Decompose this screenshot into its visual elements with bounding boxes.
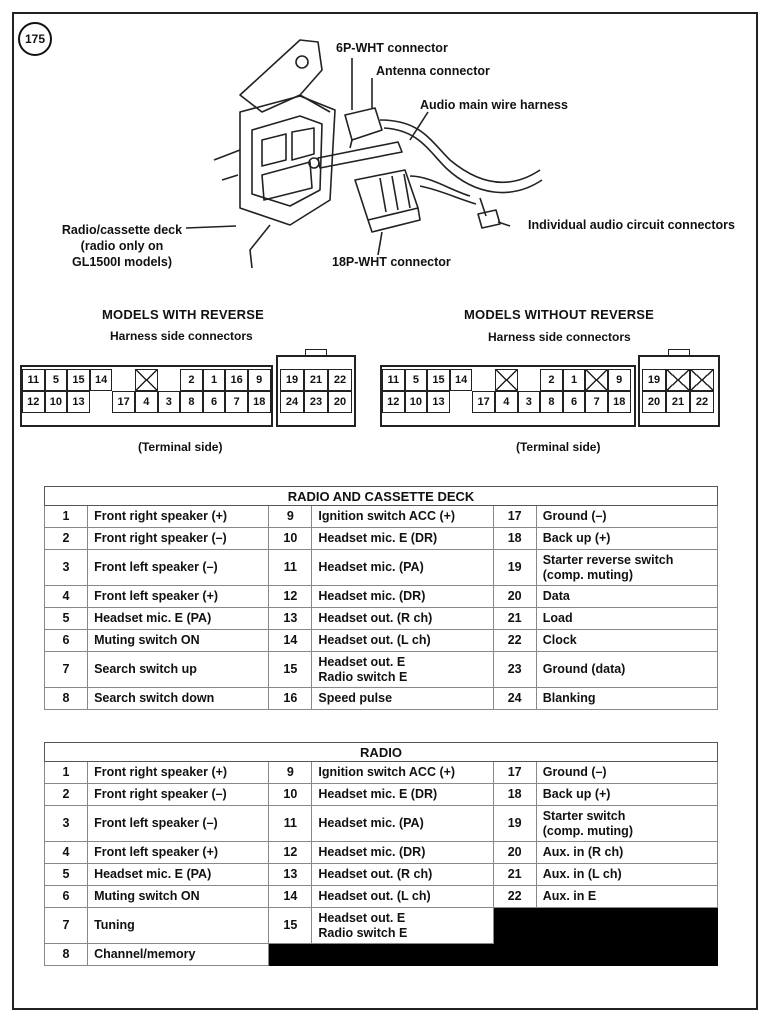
deck-table-pin-description: Back up (+) (536, 528, 717, 550)
with-reverse-main-pin: 17 (112, 391, 135, 413)
deck-table-pin-description: Ignition switch ACC (+) (312, 506, 493, 528)
radio-table-pin-description: Headset mic. (DR) (312, 842, 493, 864)
with-reverse-main-pin: 13 (67, 391, 90, 413)
radio-table-pin-number: 11 (269, 806, 312, 842)
deck-table-row (45, 550, 718, 586)
callout-deck-line-1: Radio/cassette deck (61, 223, 183, 237)
deck-table-pin-description: Front left speaker (–) (88, 550, 269, 586)
radio-table-pin-description: Tuning (88, 908, 269, 944)
with-reverse-subtitle: Harness side connectors (110, 329, 253, 343)
with-reverse-main-pin: 3 (158, 391, 181, 413)
deck-table-pin-description: Front right speaker (+) (88, 506, 269, 528)
deck-table-pin-number: 23 (493, 652, 536, 688)
radio-table-blacked-cell (493, 944, 536, 966)
deck-table-pin-number: 22 (493, 630, 536, 652)
with-reverse-main-pin: 5 (45, 369, 68, 391)
callout-deck-line-3: GL1500I models) (71, 255, 173, 269)
deck-table-pin-number: 11 (269, 550, 312, 586)
deck-table-pin-description: Headset out. E Radio switch E (312, 652, 493, 688)
deck-table-pin-description: Front left speaker (+) (88, 586, 269, 608)
with-reverse-main-pin: 4 (135, 391, 158, 413)
with-reverse-small-pin: 20 (328, 391, 352, 413)
deck-table-pin-number: 15 (269, 652, 312, 688)
without-reverse-main-pin: 7 (585, 391, 608, 413)
without-reverse-main-pins (382, 369, 631, 413)
deck-table-pin-description: Search switch up (88, 652, 269, 688)
with-reverse-main-pin: 16 (225, 369, 248, 391)
deck-table-pin-number: 7 (45, 652, 88, 688)
radio-table-pin-description: Headset out. (R ch) (312, 864, 493, 886)
without-reverse-main-pin: 10 (405, 391, 428, 413)
radio-table-pin-number: 19 (493, 806, 536, 842)
without-reverse-main-pin: 4 (495, 391, 518, 413)
deck-table-pin-number: 4 (45, 586, 88, 608)
with-reverse-main-pin: 11 (22, 369, 45, 391)
without-reverse-main-pin: 11 (382, 369, 405, 391)
without-reverse-terminal-side: (Terminal side) (516, 440, 601, 454)
without-reverse-small-pins (642, 369, 714, 413)
deck-table-row (45, 506, 718, 528)
deck-table-pin-description: Ground (data) (536, 652, 717, 688)
radio-table-pin-description: Headset mic. (PA) (312, 806, 493, 842)
callout-radio-cassette-deck (60, 222, 184, 270)
deck-table-pin-description: Clock (536, 630, 717, 652)
radio-table-pin-description: Front left speaker (–) (88, 806, 269, 842)
radio-table-pin-description: Front right speaker (+) (88, 762, 269, 784)
without-reverse-small-pin: 20 (642, 391, 666, 413)
radio-table-blacked-cell (536, 944, 717, 966)
deck-table-pin-description: Headset mic. E (PA) (88, 608, 269, 630)
with-reverse-main-pin: 6 (203, 391, 226, 413)
deck-table-pin-number: 3 (45, 550, 88, 586)
without-reverse-title: MODELS WITHOUT REVERSE (464, 307, 655, 322)
without-reverse-main-pin: 8 (540, 391, 563, 413)
deck-table-pin-description: Speed pulse (312, 688, 493, 710)
radio-table-pin-description: Starter switch (comp. muting) (536, 806, 717, 842)
radio-table-title: RADIO (45, 743, 718, 762)
with-reverse-main-pin: 9 (248, 369, 271, 391)
radio-table-pin-description: Ignition switch ACC (+) (312, 762, 493, 784)
callout-6p-connector: 6P-WHT connector (336, 41, 448, 55)
deck-table-pin-description: Headset out. (R ch) (312, 608, 493, 630)
without-reverse-main-pin: 12 (382, 391, 405, 413)
radio-table-row (45, 908, 718, 944)
callout-individual-connectors: Individual audio circuit connectors (528, 218, 735, 232)
deck-table-row (45, 630, 718, 652)
radio-table-pin-number: 18 (493, 784, 536, 806)
deck-table-pin-description: Ground (–) (536, 506, 717, 528)
radio-table-pin-description: Channel/memory (88, 944, 269, 966)
with-reverse-main-pin: 8 (180, 391, 203, 413)
without-reverse-main-pin: 2 (540, 369, 563, 391)
radio-table-pin-number: 2 (45, 784, 88, 806)
without-reverse-main-no-pin (450, 391, 473, 413)
deck-table-pin-number: 6 (45, 630, 88, 652)
deck-table-pin-description: Load (536, 608, 717, 630)
radio-table-pin-number: 7 (45, 908, 88, 944)
without-reverse-main-blanked-pin (585, 369, 608, 391)
deck-table-title: RADIO AND CASSETTE DECK (45, 487, 718, 506)
radio-table-pin-number: 13 (269, 864, 312, 886)
deck-table-row (45, 586, 718, 608)
radio-table (44, 742, 718, 966)
radio-table-pin-number: 5 (45, 864, 88, 886)
radio-table-pin-number: 17 (493, 762, 536, 784)
with-reverse-main-pin: 2 (180, 369, 203, 391)
radio-table-pin-number: 21 (493, 864, 536, 886)
with-reverse-main-pin: 7 (225, 391, 248, 413)
without-reverse-small-blanked-pin (666, 369, 690, 391)
radio-table-row (45, 886, 718, 908)
radio-cassette-deck-table (44, 486, 718, 710)
radio-table-row (45, 944, 718, 966)
deck-table-pin-description: Blanking (536, 688, 717, 710)
deck-table-pin-description: Headset out. (L ch) (312, 630, 493, 652)
radio-table-pin-number: 15 (269, 908, 312, 944)
radio-table-pin-number: 9 (269, 762, 312, 784)
with-reverse-small-pin: 24 (280, 391, 304, 413)
radio-table-row (45, 842, 718, 864)
with-reverse-main-pin: 1 (203, 369, 226, 391)
radio-table-blacked-cell (312, 944, 493, 966)
radio-table-row (45, 806, 718, 842)
radio-table-row (45, 784, 718, 806)
without-reverse-main-pin: 14 (450, 369, 473, 391)
with-reverse-main-pin: 14 (90, 369, 113, 391)
radio-table-row (45, 864, 718, 886)
deck-table-row (45, 652, 718, 688)
without-reverse-subtitle: Harness side connectors (488, 330, 631, 344)
radio-table-pin-description: Aux. in (R ch) (536, 842, 717, 864)
callout-antenna-connector: Antenna connector (376, 64, 490, 78)
without-reverse-main-pin: 18 (608, 391, 631, 413)
deck-table-pin-number: 20 (493, 586, 536, 608)
radio-table-pin-number: 20 (493, 842, 536, 864)
with-reverse-main-pin: 18 (248, 391, 271, 413)
radio-table-pin-description: Front left speaker (+) (88, 842, 269, 864)
radio-table-row (45, 762, 718, 784)
with-reverse-main-no-pin (158, 369, 181, 391)
without-reverse-main-pin: 17 (472, 391, 495, 413)
with-reverse-small-pins (280, 369, 352, 413)
deck-table-pin-description: Data (536, 586, 717, 608)
without-reverse-small-pin: 22 (690, 391, 714, 413)
deck-table-pin-number: 17 (493, 506, 536, 528)
without-reverse-small-pin: 21 (666, 391, 690, 413)
radio-table-pin-description: Front right speaker (–) (88, 784, 269, 806)
with-reverse-terminal-side: (Terminal side) (138, 440, 223, 454)
with-reverse-main-pins (22, 369, 271, 413)
figure-number: 175 (18, 22, 52, 56)
deck-table-pin-number: 19 (493, 550, 536, 586)
deck-table-pin-number: 2 (45, 528, 88, 550)
radio-table-pin-number: 14 (269, 886, 312, 908)
with-reverse-main-pin: 10 (45, 391, 68, 413)
radio-table-blacked-cell (493, 908, 536, 944)
radio-table-pin-description: Muting switch ON (88, 886, 269, 908)
with-reverse-main-no-pin (112, 369, 135, 391)
without-reverse-small-pin: 19 (642, 369, 666, 391)
without-reverse-main-no-pin (472, 369, 495, 391)
callout-deck-line-2: (radio only on (80, 239, 164, 253)
without-reverse-main-pin: 9 (608, 369, 631, 391)
deck-table-row (45, 608, 718, 630)
without-reverse-main-pin: 6 (563, 391, 586, 413)
deck-table-pin-description: Headset mic. (PA) (312, 550, 493, 586)
radio-table-pin-number: 6 (45, 886, 88, 908)
radio-table-pin-description: Ground (–) (536, 762, 717, 784)
radio-table-pin-number: 22 (493, 886, 536, 908)
deck-table-pin-description: Front right speaker (–) (88, 528, 269, 550)
with-reverse-main-pin: 15 (67, 369, 90, 391)
with-reverse-main-pin: 12 (22, 391, 45, 413)
with-reverse-main-blanked-pin (135, 369, 158, 391)
radio-table-pin-number: 3 (45, 806, 88, 842)
deck-table-pin-description: Headset mic. E (DR) (312, 528, 493, 550)
deck-table-pin-number: 21 (493, 608, 536, 630)
radio-table-blacked-cell (536, 908, 717, 944)
deck-table-pin-description: Starter reverse switch (comp. muting) (536, 550, 717, 586)
deck-table-pin-number: 13 (269, 608, 312, 630)
radio-table-pin-number: 1 (45, 762, 88, 784)
without-reverse-small-blanked-pin (690, 369, 714, 391)
deck-table-pin-description: Headset mic. (DR) (312, 586, 493, 608)
without-reverse-main-pin: 15 (427, 369, 450, 391)
deck-table-pin-description: Search switch down (88, 688, 269, 710)
radio-table-pin-number: 12 (269, 842, 312, 864)
with-reverse-main-no-pin (90, 391, 113, 413)
deck-table-pin-number: 8 (45, 688, 88, 710)
radio-table-pin-description: Aux. in (L ch) (536, 864, 717, 886)
callout-18p-connector: 18P-WHT connector (332, 255, 451, 269)
deck-table-pin-number: 16 (269, 688, 312, 710)
radio-table-pin-description: Headset out. (L ch) (312, 886, 493, 908)
with-reverse-small-pin: 21 (304, 369, 328, 391)
deck-table-pin-number: 5 (45, 608, 88, 630)
deck-table-pin-description: Muting switch ON (88, 630, 269, 652)
radio-table-pin-number: 8 (45, 944, 88, 966)
deck-table-pin-number: 24 (493, 688, 536, 710)
radio-table-pin-number: 4 (45, 842, 88, 864)
without-reverse-main-no-pin (518, 369, 541, 391)
deck-table-pin-number: 1 (45, 506, 88, 528)
with-reverse-small-pin: 19 (280, 369, 304, 391)
deck-table-row (45, 528, 718, 550)
with-reverse-small-pin: 22 (328, 369, 352, 391)
radio-table-pin-description: Aux. in E (536, 886, 717, 908)
without-reverse-main-pin: 13 (427, 391, 450, 413)
deck-table-pin-number: 18 (493, 528, 536, 550)
without-reverse-main-pin: 3 (518, 391, 541, 413)
radio-table-blacked-cell (269, 944, 312, 966)
deck-table-pin-number: 14 (269, 630, 312, 652)
without-reverse-main-pin: 5 (405, 369, 428, 391)
radio-table-pin-description: Headset out. E Radio switch E (312, 908, 493, 944)
without-reverse-main-blanked-pin (495, 369, 518, 391)
deck-table-pin-number: 10 (269, 528, 312, 550)
callout-audio-main-harness: Audio main wire harness (420, 98, 568, 112)
without-reverse-main-pin: 1 (563, 369, 586, 391)
radio-table-pin-description: Headset mic. E (PA) (88, 864, 269, 886)
radio-table-pin-number: 10 (269, 784, 312, 806)
deck-table-pin-number: 9 (269, 506, 312, 528)
with-reverse-title: MODELS WITH REVERSE (102, 307, 264, 322)
radio-table-pin-description: Headset mic. E (DR) (312, 784, 493, 806)
with-reverse-small-pin: 23 (304, 391, 328, 413)
deck-table-pin-number: 12 (269, 586, 312, 608)
deck-table-row (45, 688, 718, 710)
radio-table-pin-description: Back up (+) (536, 784, 717, 806)
